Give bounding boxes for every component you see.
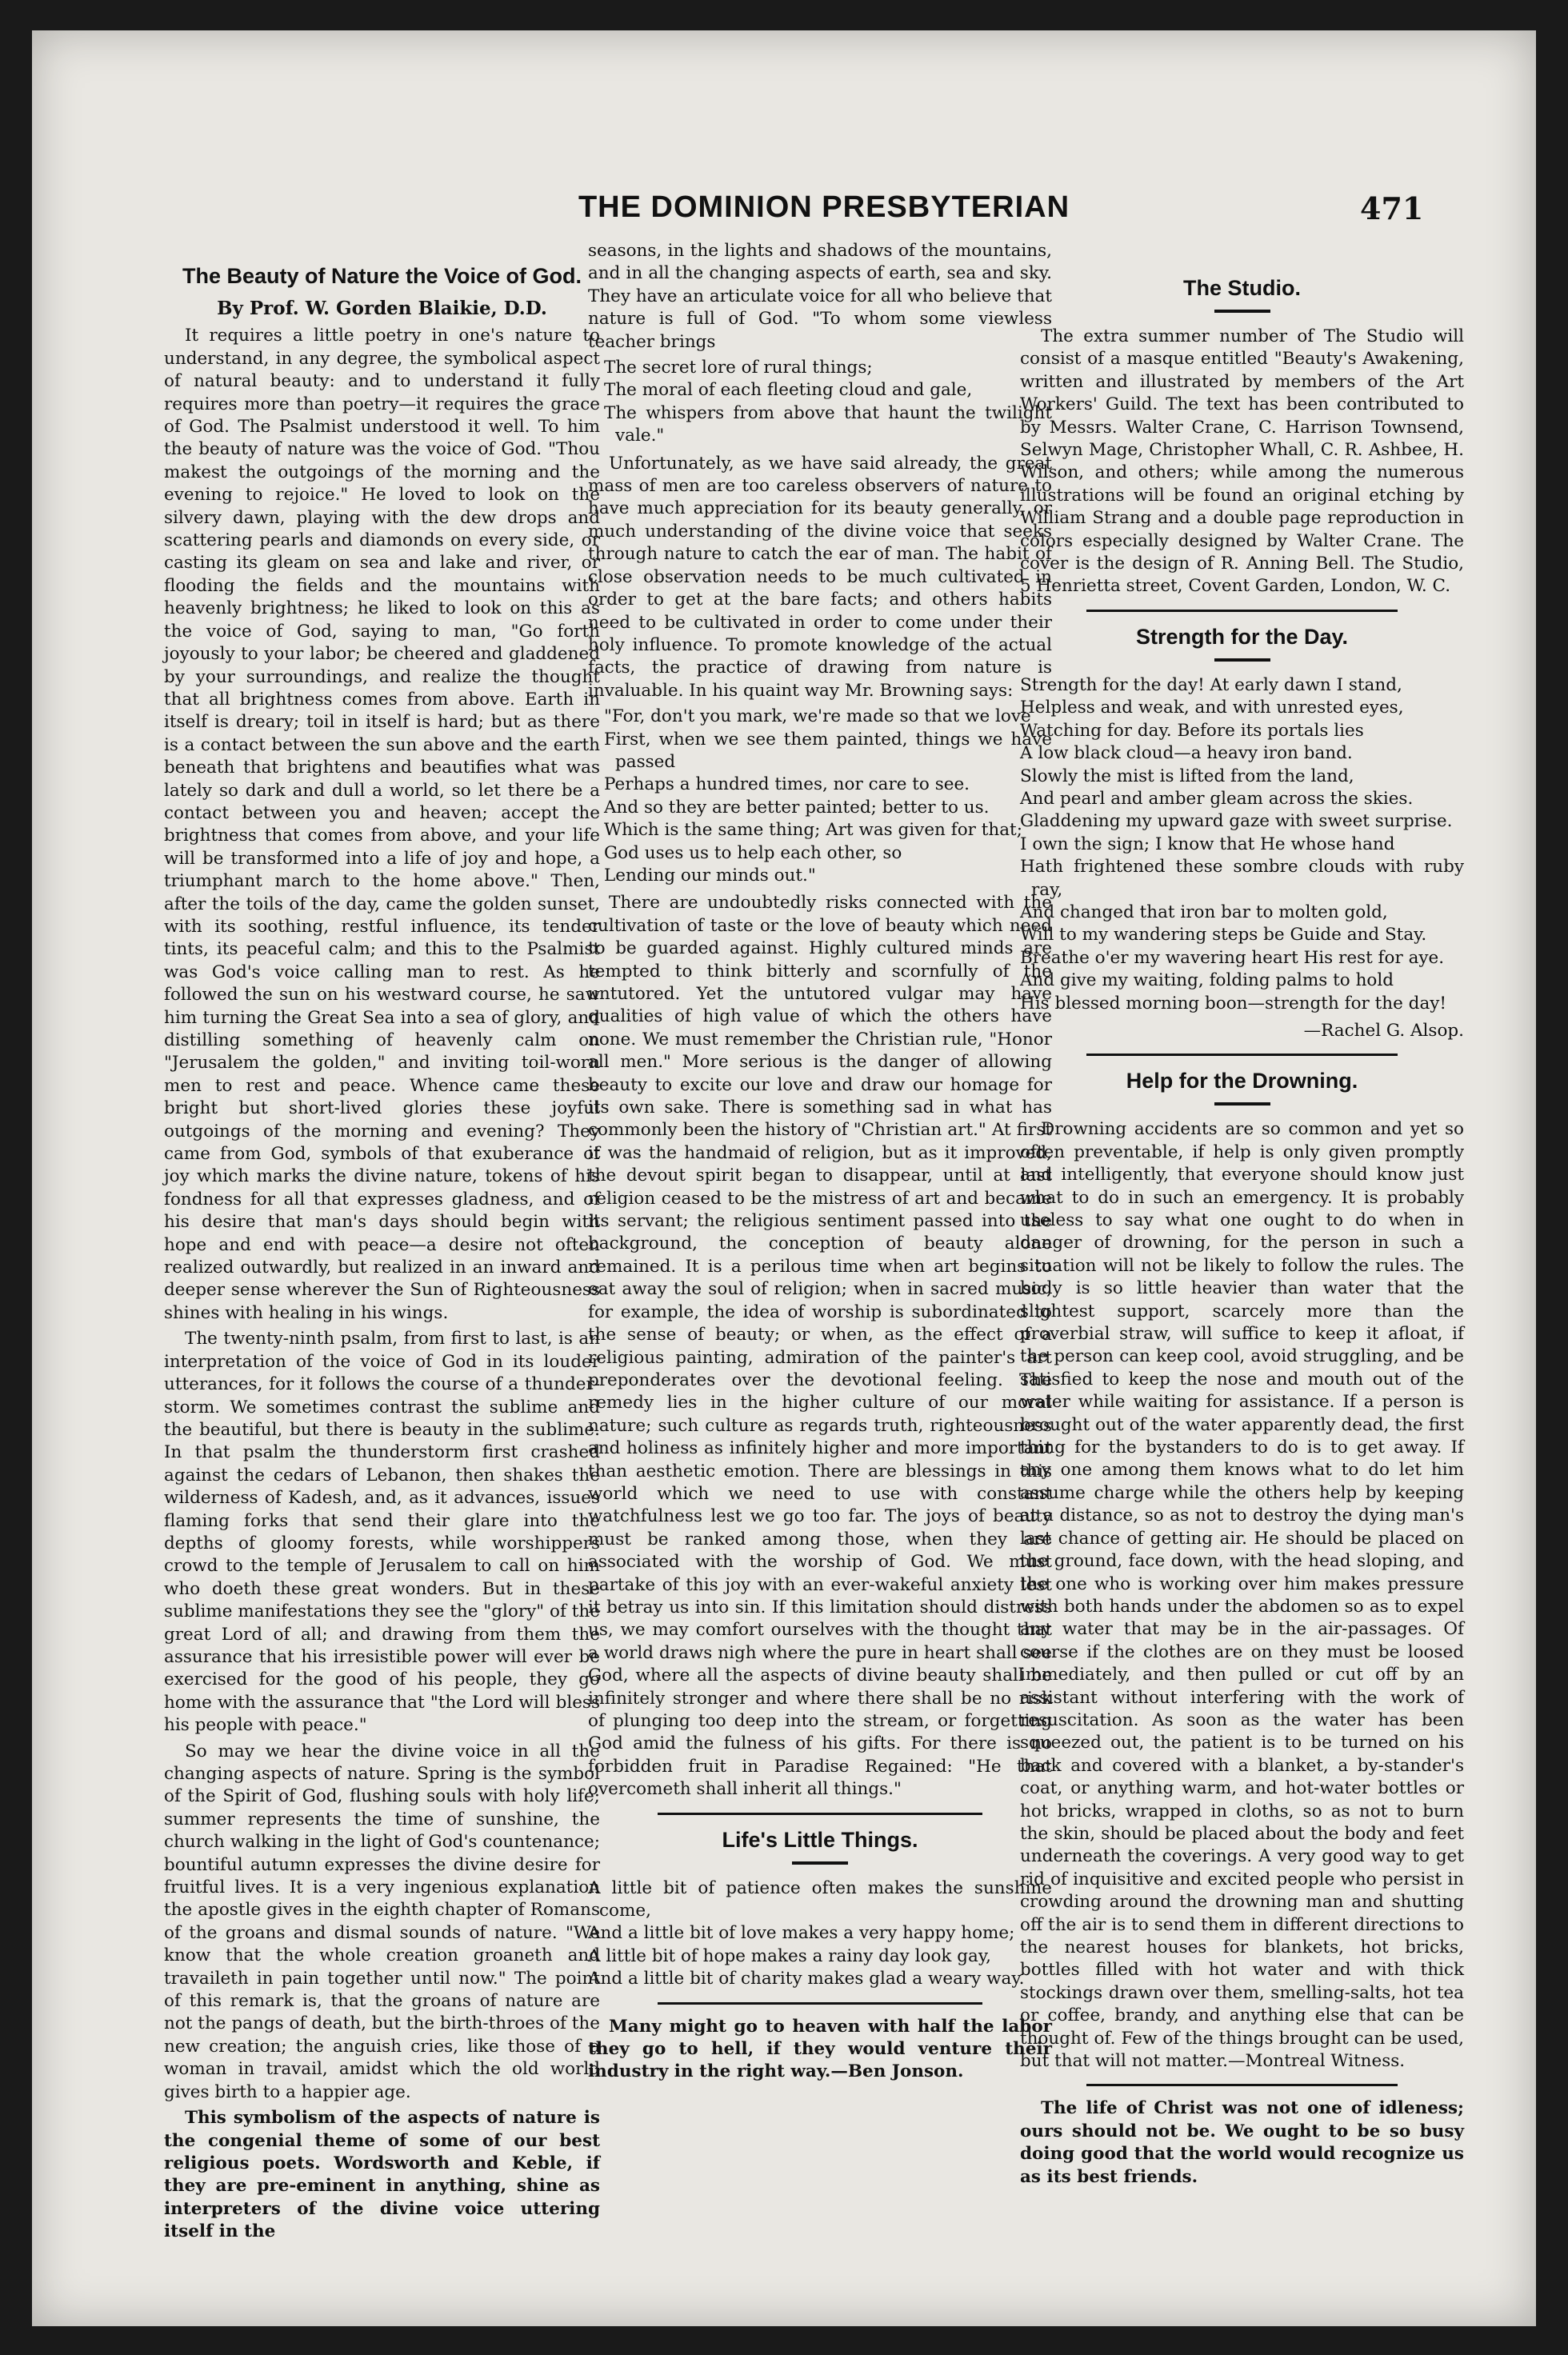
verse-line: The whispers from above that haunt the twilight vale." (604, 402, 1052, 446)
verse-line: Watching for day. Before its portals lies (1020, 720, 1364, 741)
quote-ben-jonson: Many might go to heaven with half the labor they go to hell, if they would venture their industry in the right way.—Ben Jonson. (588, 2016, 1052, 2082)
verse-line: And so they are better painted; better to us. (604, 797, 990, 818)
poem-author: —Rachel G. Alsop. (1303, 1020, 1464, 1041)
verse-line: And pearl and amber gleam across the skies. (1020, 788, 1414, 809)
divider (658, 1813, 982, 1815)
divider (658, 2002, 982, 2005)
verse-line: Hath frightened these sombre clouds with ruby ray, (1020, 857, 1464, 900)
article-title-the-studio: The Studio. (1183, 276, 1301, 300)
verse-line: And give my waiting, folding palms to hold (1020, 970, 1394, 991)
column-3 (1020, 274, 1464, 2192)
closing-note: The life of Christ was not one of idleness; ours should not be. We ought to be so busy doing good that the world would recognize us as its best friends. (1020, 2098, 1464, 2187)
verse-line: Perhaps a hundred times, nor care to see. (604, 774, 970, 795)
verse-line: Which is the same thing; Art was given for that; (604, 820, 1022, 841)
verse-line: A low black cloud—a heavy iron band. (1020, 743, 1353, 764)
divider (1086, 610, 1398, 612)
verse-line: A little bit of patience often makes the sunshine come, (588, 1877, 1052, 1921)
verse-line: Helpless and weak, and with unrested eyes, (1020, 698, 1404, 718)
column-1 (164, 262, 600, 2247)
newspaper-page (32, 30, 1536, 2326)
article-title-strength-for-the-day: Strength for the Day. (1135, 624, 1349, 649)
verse-line: A little bit of hope makes a rainy day look gay, (588, 1945, 991, 1966)
paragraph: Unfortunately, as we have said already, the great mass of men are too careless observers of nature to have much appreciation for its beauty generally, or much understanding of the divine voice that seeks through nature to catch the ear of man. The habit of close observation needs to be much cultivated in order to get at the bare facts; and others habits need to be cultivated in order to come under their holy influence. To promote knowledge of the actual facts, the practice of drawing from nature is invaluable. In his quaint way Mr. Browning says: (588, 453, 1052, 701)
verse-line: Will to my wandering steps be Guide and Stay. (1020, 925, 1427, 946)
article-title-lifes-little-things: Life's Little Things. (722, 1827, 918, 1852)
verse-line: And a little bit of charity makes glad a weary way. (588, 1969, 1025, 1989)
verse-line: Gladdening my upward gaze with sweet surprise. (1020, 811, 1453, 832)
verse-line: I own the sign; I know that He whose hand (1020, 834, 1395, 854)
verse-line: God uses us to help each other, so (604, 842, 902, 863)
paragraph: There are undoubtedly risks connected with the cultivation of taste or the love of beauty which need to be guarded against. Highly cultured minds are tempted to think bitterly and scornfully of the untutored. Yet the untutored vulgar may have qualities of high value of which the others have none. We must remember the Christian rule, "Honor all men." More serious is the danger of allowing beauty to excite our love and draw our homage for its own sake. There is something sad in what has commonly been the history of "Christian art." At first it was the handmaid of religion, but as it improved, the devout spirit began to disappear, until at last religion ceased to be the mistress of art and became its servant; the religious sentiment passed into the background, the conception of beauty alone remained. It is a perilous time when art begins to eat away the soul of religion; when in sacred music, for example, the idea of worship is subordinated to the sense of beauty; or when, as the effect of a religious painting, admiration of the painter's art preponderates over the devotional feeling. The remedy lies in the higher culture of our moral nature; such culture as regards truth, righteousness and holiness as infinitely higher and more important than aesthetic emotion. There are blessings in this world which we need to use with constant watchfulness lest we go too far. The joys of beauty must be ranked among those, when they are associated with the worship of God. We must partake of this joy with an ever-wakeful anxiety lest it betray us into sin. If this limitation should distress us, we may comfort ourselves with the thought that a world draws nigh where the pure in heart shall see God, where all the aspects of divine beauty shall be infinitely stronger and where there shall be no risk of plunging too deep into the stream, or forgetting God amid the fulness of his gifts. For there is no forbidden fruit in Paradise Regained: "He that overcometh shall inherit all things." (588, 893, 1052, 1800)
divider (1214, 310, 1270, 313)
verse-line: "For, don't you mark, we're made so that we love (604, 706, 1031, 727)
verse-block (604, 357, 1052, 448)
verse-line: His blessed morning boon—strength for the day! (1020, 993, 1447, 1014)
divider (1086, 2084, 1398, 2086)
divider (1214, 658, 1270, 662)
article-byline: By Prof. W. Gorden Blaikie, D.D. (217, 298, 547, 319)
divider (1086, 1054, 1398, 1056)
verse-block (588, 1877, 1052, 1991)
poem (1020, 674, 1464, 1015)
article-title-help-for-the-drowning: Help for the Drowning. (1126, 1069, 1358, 1094)
paragraph: seasons, in the lights and shadows of the mountains, and in all the changing aspects of earth, sea and sky. They have an articulate voice for all who believe that nature is full of God. "To whom some viewless teacher brings (588, 241, 1052, 352)
verse-line: The secret lore of rural things; (604, 358, 873, 378)
divider (1214, 1102, 1270, 1106)
article-title-beauty-of-nature: The Beauty of Nature the Voice of God. (182, 264, 582, 288)
verse-line: Strength for the day! At early dawn I stand, (1020, 674, 1402, 695)
divider (792, 1861, 848, 1865)
verse-line: And changed that iron bar to molten gold, (1020, 902, 1388, 922)
paragraph: So may we hear the divine voice in all the changing aspects of nature. Spring is the symbol of the Spirit of God, flushing souls with holy life; summer represents the time of sunshine, the church walking in the light of God's countenance; bountiful autumn expresses the divine desire for fruitful lives. It is a very ingenious explanation the apostle gives in the eighth chapter of Romans of the groans and dismal sounds of nature. "We know that the whole creation groaneth and travaileth in pain together until now." The point of this remark is, that the groans of nature are not the pangs of death, but the birth-throes of the new creation; the anguish cries, like those of a woman in travail, amidst which the old world gives birth to a happier age. (164, 1741, 600, 2102)
page-header (32, 190, 1536, 238)
paragraph: Drowning accidents are so common and yet so often preventable, if help is only given promptly and intelligently, that everyone should know just what to do in such an emergency. It is probably useless to say what one ought to do when in danger of drowning, for the person in such a situation will not be likely to follow the rules. The body is so little heavier than water that the slightest support, scarcely more than the proverbial straw, will suffice to keep it afloat, if the person can keep cool, avoid struggling, and be satisfied to keep the nose and mouth out of the water while waiting for assistance. If a person is brought out of the water apparently dead, the first thing for the bystanders to do is to get away. If any one among them knows what to do let him assume charge while the others help by keeping at a distance, so as not to destroy the dying man's last chance of getting air. He should be placed on the ground, face down, with the head sloping, and the one who is working over him makes pressure with both hands under the abdomen so as to expel any water that may be in the air-passages. Of course if the clothes are on they must be loosed immediately, and then pulled or cut off by an assistant without interfering with the work of resuscitation. As soon as the water has been squeezed out, the patient is to be turned on his back and covered with a blanket, a by-stander's coat, or anything warm, and hot-water bottles or hot bricks, wrapped in cloths, so as not to burn the skin, should be placed about the body and feet underneath the coverings. A very good way to get rid of inquisitive and excited people who persist in crowding around the drowning man and shutting off the air is to send them in different directions to the nearest houses for blankets, hot bricks, bottles filled with hot water and with thick stockings drawn over them, smelling-salts, hot tea or coffee, brandy, and anything else that can be thought of. Few of the things brought can be used, but that will not matter.—Montreal Witness. (1020, 1119, 1464, 2072)
verse-line: The moral of each fleeting cloud and gale, (604, 380, 973, 401)
verse-line: And a little bit of love makes a very happy home; (588, 1923, 1015, 1944)
page-number: 471 (1360, 190, 1424, 226)
verse-line: Slowly the mist is lifted from the land, (1020, 766, 1354, 786)
verse-line: Lending our minds out." (604, 865, 816, 886)
verse-line: First, when we see them painted, things we have passed (604, 729, 1052, 772)
masthead: THE DOMINION PRESBYTERIAN (578, 190, 1070, 224)
paragraph: This symbolism of the aspects of nature is the congenial theme of some of our best religious poets. Wordsworth and Keble, if they are pre-eminent in anything, shine as interpreters of the divine voice uttering itself in the (164, 2108, 600, 2242)
paragraph: It requires a little poetry in one's nature to understand, in any degree, the symbolical aspect of natural beauty: and to understand it fully requires more than poetry—it requires the grace of God. The Psalmist understood it well. To him the beauty of nature was the voice of God. "Thou makest the outgoings of the morning and the evening to rejoice." He loved to look on the silvery dawn, playing with the dew drops and scattering pearls and diamonds on every side, or casting its gleam on sea and lake and river, or flooding the fields and the mountains with heavenly brightness; he liked to look on this as the voice of God, saying to man, "Go forth joyously to your labor; be cheered and gladdened by your surroundings, and realize the thought that all brightness comes from above. Earth in itself is dreary; toil in itself is hard; but as there is a contact between the sun above and the earth beneath that brightens and beautifies what was lately so dark and dull a world, so let there be a contact between you and heaven; accept the brightness that comes from above, and your life will be transformed into a life of joy and hope, a triumphant march to the home above." Then, after the toils of the day, came the golden sunset, with its soothing, restful influence, its tender tints, its peaceful calm; and this to the Psalmist was God's voice calling man to rest. As he followed the sun on his westward course, he saw him turning the Great Sea into a sea of glory, and distilling something of heavenly calm on "Jerusalem the golden," and inviting toil-worn men to rest and peace. Whence came these bright but short-lived glories these joyful outgoings of the morning and evening? They came from God, symbols of that exuberance of joy which marks the divine nature, tokens of his fondness for all that expresses gladness, and of his desire that man's days should begin with hope and end with peace—a desire not often realized outwardly, but realized in an inward and deeper sense wherever the Sun of Righteousness shines with healing in his wings. (164, 326, 600, 1323)
column-2 (588, 240, 1052, 2087)
verse-block (604, 706, 1052, 887)
paragraph: The extra summer number of The Studio will consist of a masque entitled "Beauty's Awakening, written and illustrated by members of the Art Workers' Guild. The text has been contributed to by Messrs. Walter Crane, C. Harrison Townsend, Selwyn Mage, Christopher Whall, C. R. Ashbee, H. Wilson, and others; while among the numerous illustrations will be found an original etching by William Strang and a double page reproduction in colors especially designed by Walter Crane. The cover is the design of R. Anning Bell. The Studio, 5 Henrietta street, Covent Garden, London, W. C. (1020, 326, 1464, 597)
verse-line: Breathe o'er my wavering heart His rest for aye. (1020, 947, 1445, 968)
paragraph: The twenty-ninth psalm, from first to last, is an interpretation of the voice of God in its louder utterances, for it follows the course of a thunder-storm. We sometimes contrast the sublime and the beautiful, but there is beauty in the sublime. In that psalm the thunderstorm first crashed against the cedars of Lebanon, then shakes the wilderness of Kadesh, and, as it advances, issues flaming forks that send their glare into the depths of gloomy forests, while worshippers crowd to the temple of Jerusalem to call on him who doeth these great wonders. But in these sublime manifestations they see the "glory" of the great Lord of all; and drawing from them the assurance that his irresistible power will ever be exercised for the good of his people, they go home with the assurance that "the Lord will bless his people with peace." (164, 1329, 600, 1736)
